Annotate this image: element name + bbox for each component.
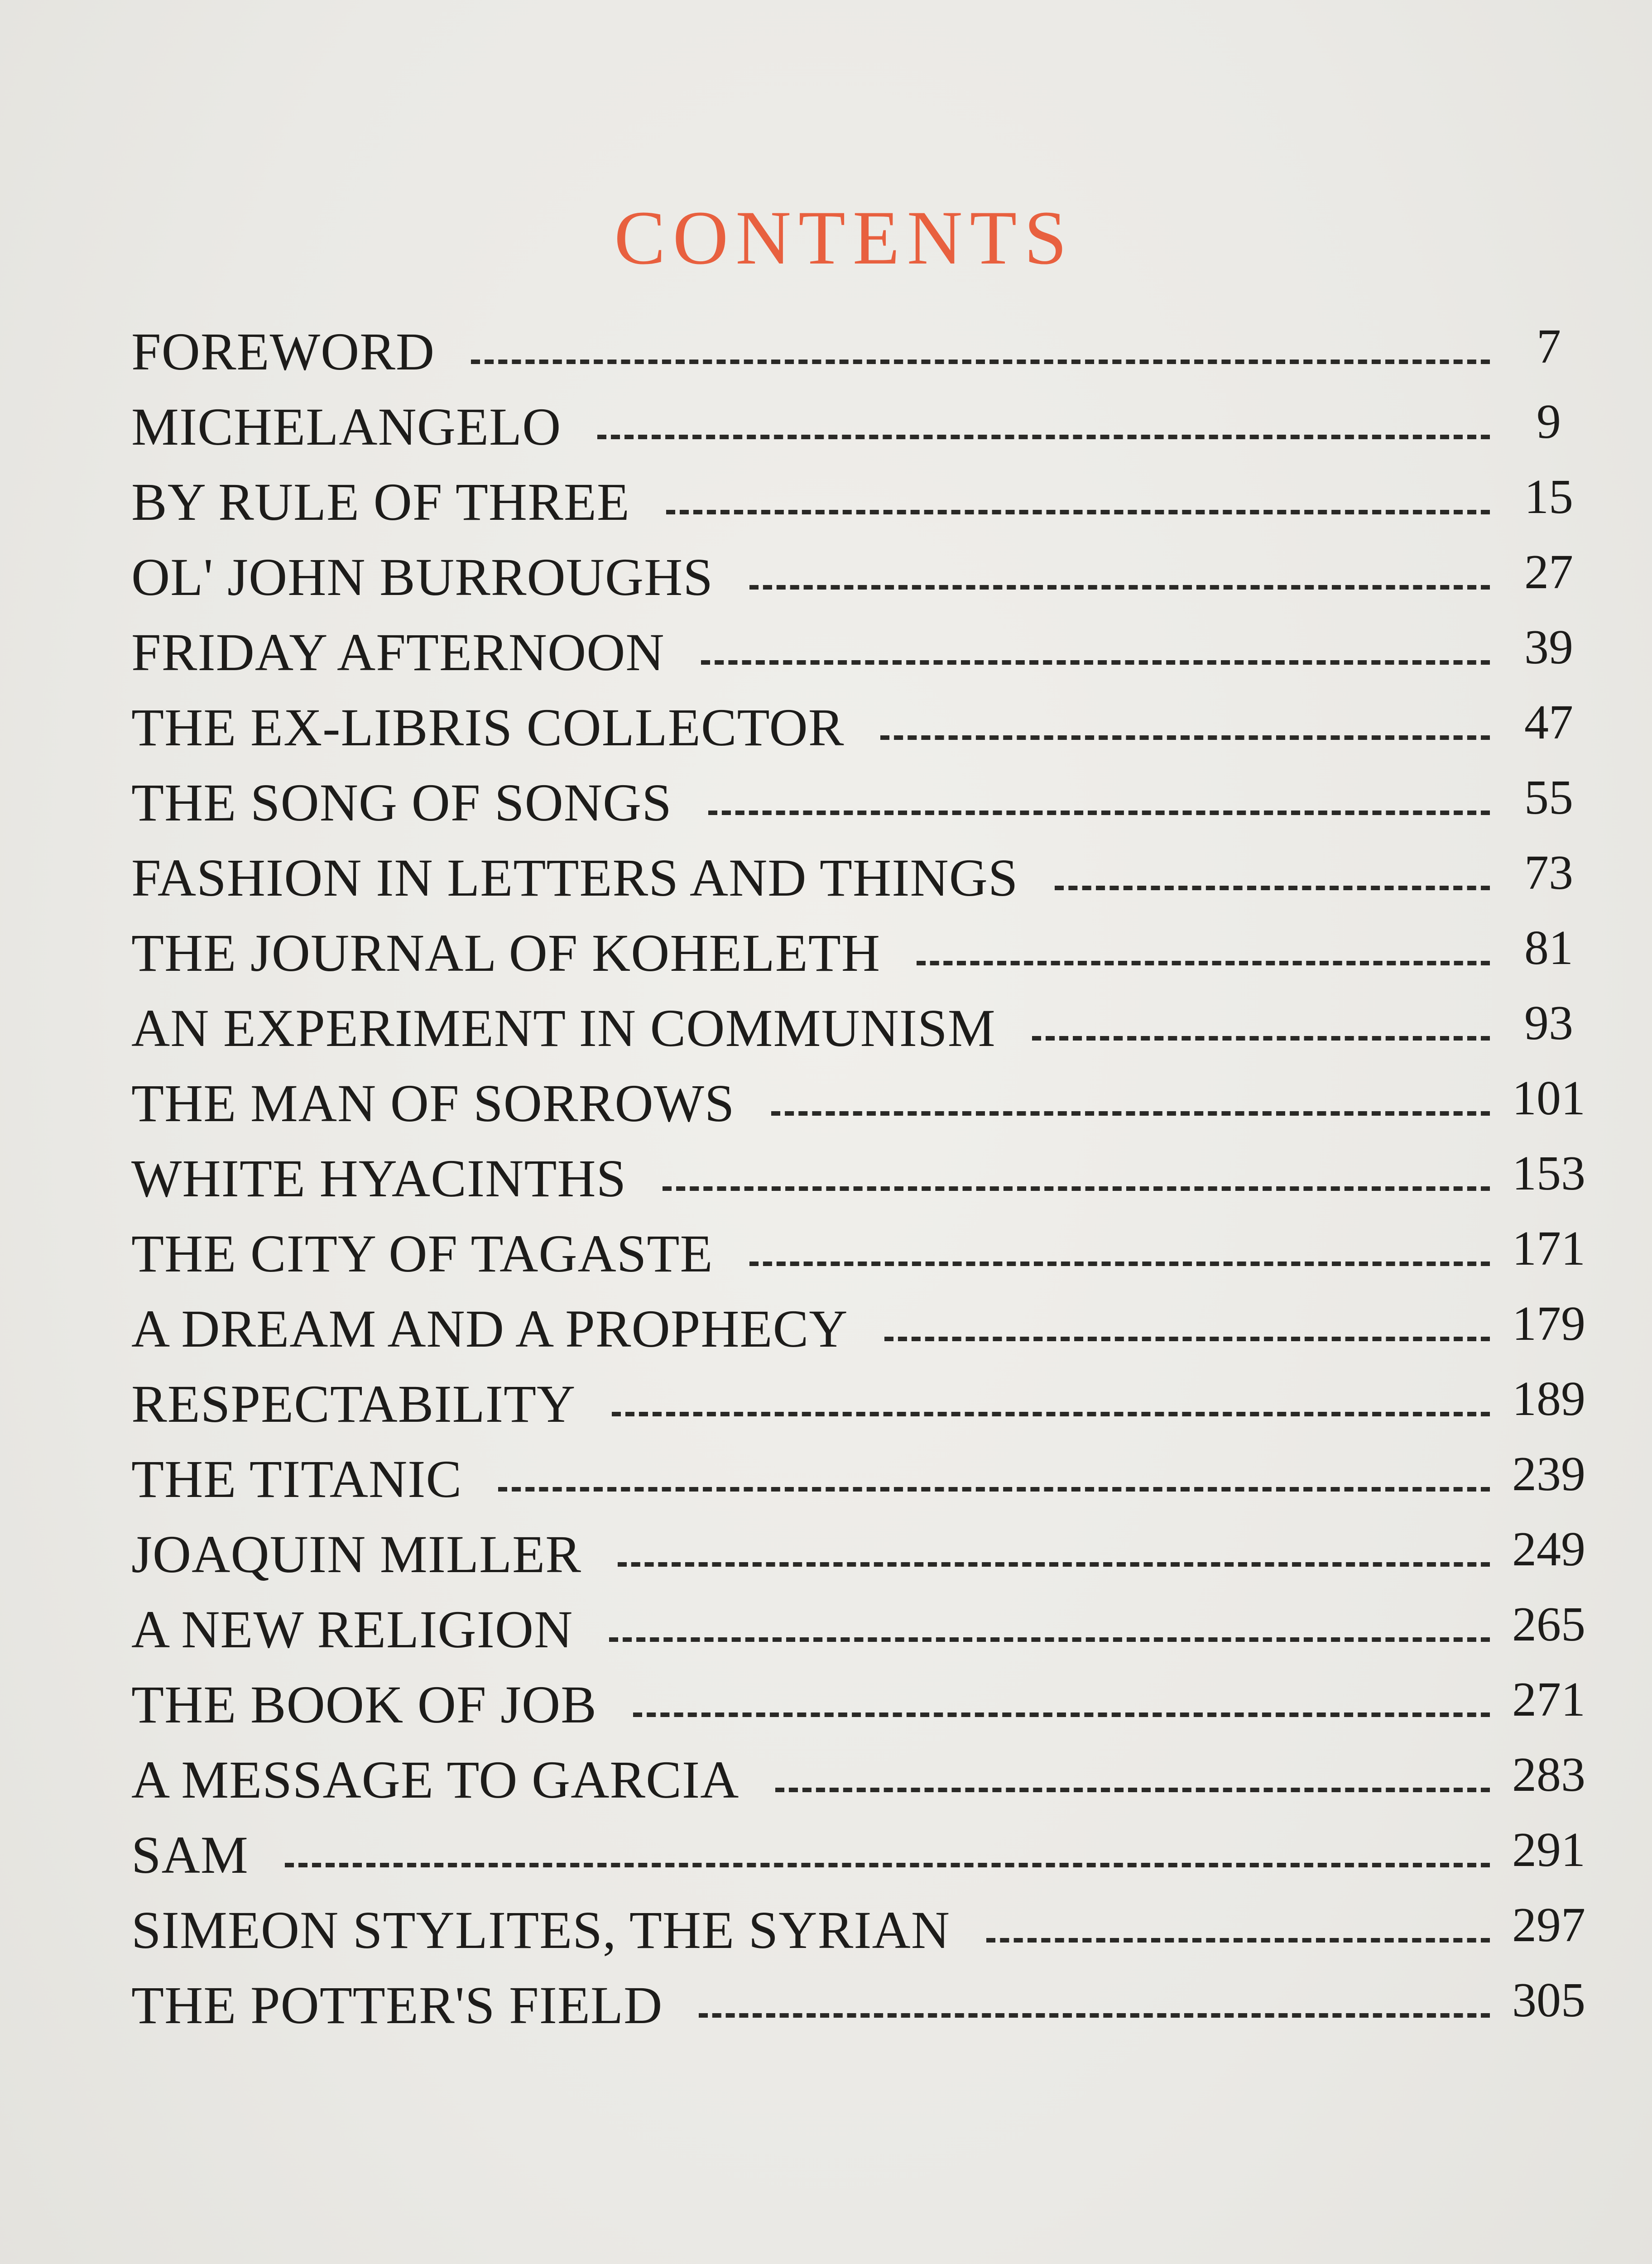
toc-page-number: 101 <box>1512 1071 1585 1125</box>
toc-page-number: 81 <box>1524 921 1573 975</box>
toc-entry-title: SIMEON STYLITES, THE SYRIAN <box>131 1900 950 1960</box>
toc-entry-title: THE SONG OF SONGS <box>131 773 672 832</box>
toc-page-number: 73 <box>1524 846 1573 900</box>
toc-entry <box>131 1745 1599 1820</box>
toc-entry <box>131 1369 1599 1444</box>
toc-page-number: 153 <box>1512 1146 1585 1200</box>
toc-page-number: 297 <box>1512 1898 1585 1952</box>
toc-dot-leader <box>1055 880 1490 890</box>
toc-entry <box>131 1144 1599 1219</box>
toc-entry <box>131 918 1599 993</box>
toc-page-number: 265 <box>1512 1597 1585 1651</box>
toc-entry-title: A DREAM AND A PROPHECY <box>131 1299 848 1358</box>
toc-entry-title: THE JOURNAL OF KOHELETH <box>131 923 881 983</box>
toc-dot-leader <box>775 1782 1490 1792</box>
toc-entry <box>131 1670 1599 1745</box>
toc-page-number: 47 <box>1524 696 1573 749</box>
toc-entry-title: THE TITANIC <box>131 1449 462 1509</box>
toc-entry-title: THE EX-LIBRIS COLLECTOR <box>131 698 845 757</box>
toc-dot-leader <box>597 429 1490 439</box>
toc-entry-title: OL' JOHN BURROUGHS <box>131 547 713 607</box>
toc-page-number: 271 <box>1512 1673 1585 1727</box>
toc-dot-leader <box>1032 1031 1490 1041</box>
toc-page-number: 283 <box>1512 1748 1585 1802</box>
toc-dot-leader <box>285 1857 1490 1867</box>
toc-page-number: 93 <box>1524 996 1573 1050</box>
toc-entry-title: FRIDAY AFTERNOON <box>131 623 665 682</box>
toc-entry <box>131 843 1599 918</box>
toc-entry-title: FOREWORD <box>131 322 435 381</box>
toc-page-number: 9 <box>1537 395 1561 449</box>
toc-entry-title: THE POTTER'S FIELD <box>131 1976 663 2035</box>
toc-entry <box>131 618 1599 693</box>
contents-heading: CONTENTS <box>614 195 1074 280</box>
toc-entry <box>131 693 1599 768</box>
toc-page-number: 39 <box>1524 620 1573 674</box>
toc-dot-leader <box>663 1181 1490 1191</box>
toc-dot-leader <box>771 1106 1490 1116</box>
toc-dot-leader <box>708 805 1490 815</box>
toc-entry <box>131 1971 1599 2046</box>
toc-dot-leader <box>884 1331 1490 1341</box>
toc-page-number: 171 <box>1512 1222 1585 1276</box>
toc-entry-title: A NEW RELIGION <box>131 1600 573 1659</box>
toc-entry-title: RESPECTABILITY <box>131 1374 576 1434</box>
toc-dot-leader <box>701 655 1490 665</box>
toc-dot-leader <box>749 580 1490 590</box>
toc-page-number: 55 <box>1524 771 1573 825</box>
toc-dot-leader <box>609 1632 1490 1642</box>
toc-entry <box>131 542 1599 618</box>
toc-entry <box>131 1219 1599 1294</box>
toc-page-number: 305 <box>1512 1973 1585 2027</box>
toc-entry <box>131 993 1599 1069</box>
toc-dot-leader <box>699 2008 1490 2018</box>
toc-dot-leader <box>749 1256 1490 1266</box>
toc-entry <box>131 1069 1599 1144</box>
toc-entry <box>131 1595 1599 1670</box>
toc-dot-leader <box>612 1406 1490 1416</box>
toc-entry-title: THE BOOK OF JOB <box>131 1675 597 1734</box>
toc-dot-leader <box>618 1557 1490 1567</box>
toc-page-number: 189 <box>1512 1372 1585 1426</box>
toc-dot-leader <box>498 1482 1490 1492</box>
table-of-contents <box>131 317 1599 2046</box>
toc-dot-leader <box>986 1933 1490 1943</box>
toc-entry <box>131 1444 1599 1520</box>
toc-page-number: 7 <box>1537 320 1561 374</box>
toc-entry-title: AN EXPERIMENT IN COMMUNISM <box>131 998 996 1058</box>
toc-entry <box>131 1520 1599 1595</box>
toc-page-number: 249 <box>1512 1522 1585 1576</box>
toc-entry <box>131 317 1599 392</box>
toc-entry <box>131 1820 1599 1895</box>
toc-entry-title: JOAQUIN MILLER <box>131 1525 581 1584</box>
toc-entry-title: MICHELANGELO <box>131 397 562 456</box>
toc-page-number: 27 <box>1524 545 1573 599</box>
toc-entry <box>131 392 1599 467</box>
toc-entry <box>131 1294 1599 1369</box>
toc-page-number: 291 <box>1512 1823 1585 1877</box>
toc-entry-title: A MESSAGE TO GARCIA <box>131 1750 740 1809</box>
toc-entry-title: SAM <box>131 1825 249 1885</box>
toc-entry-title: WHITE HYACINTHS <box>131 1149 627 1208</box>
toc-entry <box>131 1895 1599 1971</box>
toc-page-number: 179 <box>1512 1297 1585 1351</box>
toc-entry-title: FASHION IN LETTERS AND THINGS <box>131 848 1018 907</box>
toc-dot-leader <box>666 504 1490 514</box>
toc-dot-leader <box>880 730 1490 740</box>
toc-entry-title: THE MAN OF SORROWS <box>131 1074 735 1133</box>
toc-page-number: 239 <box>1512 1447 1585 1501</box>
toc-entry <box>131 768 1599 843</box>
toc-entry <box>131 467 1599 542</box>
toc-dot-leader <box>633 1707 1490 1717</box>
toc-dot-leader <box>917 955 1490 965</box>
toc-dot-leader <box>471 354 1490 364</box>
toc-entry-title: BY RULE OF THREE <box>131 472 630 532</box>
toc-page-number: 15 <box>1524 470 1573 524</box>
toc-entry-title: THE CITY OF TAGASTE <box>131 1224 713 1283</box>
